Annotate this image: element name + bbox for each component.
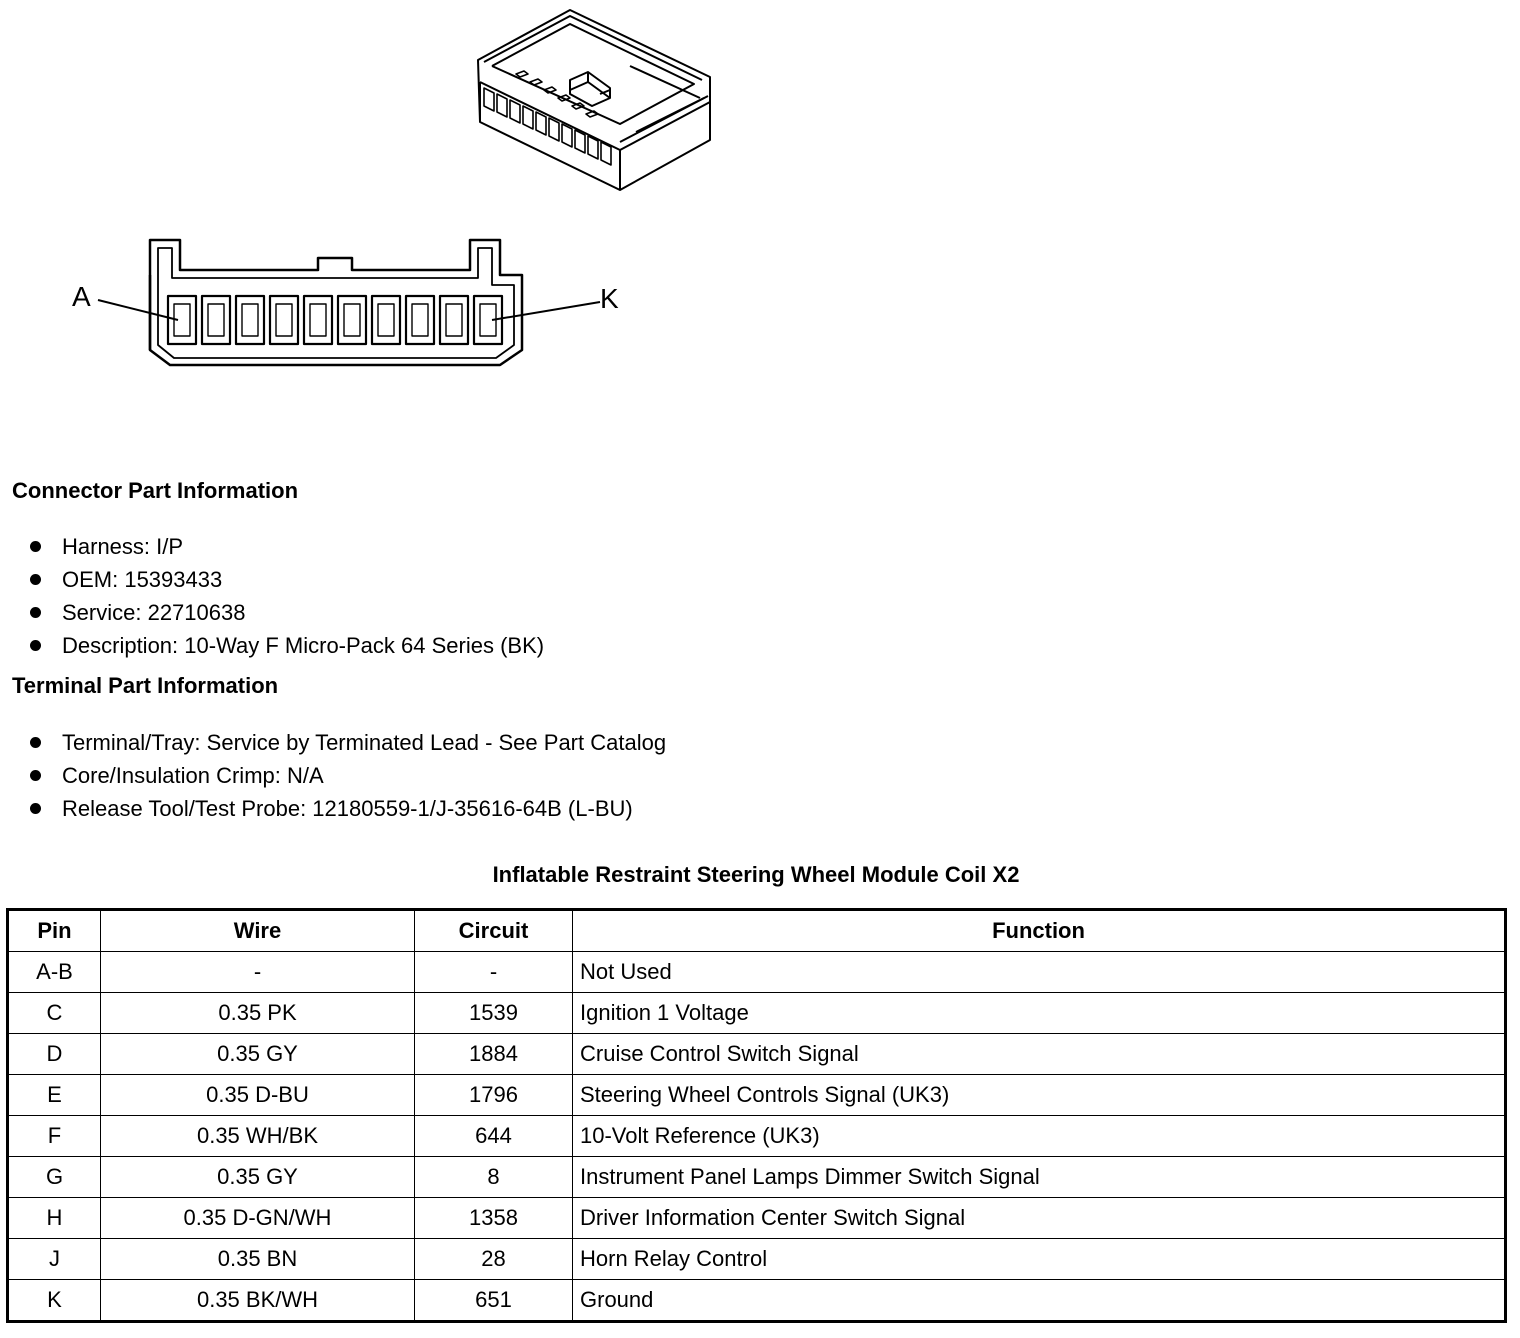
cell-wire: - bbox=[101, 952, 415, 993]
list-item: Service: 22710638 bbox=[30, 596, 544, 629]
header-function: Function bbox=[573, 910, 1506, 952]
cell-wire: 0.35 D-BU bbox=[101, 1075, 415, 1116]
cell-function: Steering Wheel Controls Signal (UK3) bbox=[573, 1075, 1506, 1116]
cell-circuit: 651 bbox=[415, 1280, 573, 1322]
table-row bbox=[8, 1116, 1506, 1157]
cell-pin: D bbox=[8, 1034, 101, 1075]
list-item: OEM: 15393433 bbox=[30, 563, 544, 596]
table-row bbox=[8, 1280, 1506, 1322]
cell-pin: E bbox=[8, 1075, 101, 1116]
table-row bbox=[8, 993, 1506, 1034]
cell-function: Cruise Control Switch Signal bbox=[573, 1034, 1506, 1075]
list-item: Terminal/Tray: Service by Terminated Lead - See Part Catalog bbox=[30, 726, 666, 759]
cell-wire: 0.35 D-GN/WH bbox=[101, 1198, 415, 1239]
cell-pin: C bbox=[8, 993, 101, 1034]
cell-circuit: - bbox=[415, 952, 573, 993]
cell-wire: 0.35 GY bbox=[101, 1157, 415, 1198]
list-item: Core/Insulation Crimp: N/A bbox=[30, 759, 666, 792]
cell-function: Not Used bbox=[573, 952, 1506, 993]
cell-wire: 0.35 GY bbox=[101, 1034, 415, 1075]
table-row bbox=[8, 1157, 1506, 1198]
cell-function: Ground bbox=[573, 1280, 1506, 1322]
cell-function: Instrument Panel Lamps Dimmer Switch Signal bbox=[573, 1157, 1506, 1198]
list-item: Harness: I/P bbox=[30, 530, 544, 563]
table-row bbox=[8, 952, 1506, 993]
cell-pin: H bbox=[8, 1198, 101, 1239]
cell-circuit: 8 bbox=[415, 1157, 573, 1198]
connector-isometric-drawing bbox=[470, 2, 720, 197]
list-item: Description: 10-Way F Micro-Pack 64 Series (BK) bbox=[30, 629, 544, 662]
list-item: Release Tool/Test Probe: 12180559-1/J-35616-64B (L-BU) bbox=[30, 792, 666, 825]
table-row bbox=[8, 1034, 1506, 1075]
cell-pin: F bbox=[8, 1116, 101, 1157]
cell-pin: J bbox=[8, 1239, 101, 1280]
header-pin: Pin bbox=[8, 910, 101, 952]
cell-pin: K bbox=[8, 1280, 101, 1322]
table-header-row bbox=[8, 910, 1506, 952]
cell-function: Ignition 1 Voltage bbox=[573, 993, 1506, 1034]
cell-circuit: 1796 bbox=[415, 1075, 573, 1116]
cell-function: 10-Volt Reference (UK3) bbox=[573, 1116, 1506, 1157]
cell-circuit: 1539 bbox=[415, 993, 573, 1034]
cell-wire: 0.35 PK bbox=[101, 993, 415, 1034]
header-circuit: Circuit bbox=[415, 910, 573, 952]
cell-circuit: 28 bbox=[415, 1239, 573, 1280]
pin-label-k: K bbox=[600, 283, 619, 314]
pin-label-a: A bbox=[72, 281, 91, 312]
table-row bbox=[8, 1075, 1506, 1116]
header-wire: Wire bbox=[101, 910, 415, 952]
cell-wire: 0.35 BN bbox=[101, 1239, 415, 1280]
cell-circuit: 644 bbox=[415, 1116, 573, 1157]
terminal-info-list bbox=[30, 726, 666, 825]
cell-wire: 0.35 WH/BK bbox=[101, 1116, 415, 1157]
cell-wire: 0.35 BK/WH bbox=[101, 1280, 415, 1322]
table-row bbox=[8, 1198, 1506, 1239]
table-row bbox=[8, 1239, 1506, 1280]
pinout-table bbox=[6, 908, 1507, 1323]
cell-circuit: 1358 bbox=[415, 1198, 573, 1239]
cell-pin: A-B bbox=[8, 952, 101, 993]
terminal-info-title: Terminal Part Information bbox=[12, 673, 279, 698]
connector-info-list bbox=[30, 530, 544, 662]
connector-face-view bbox=[60, 230, 640, 380]
cell-function: Driver Information Center Switch Signal bbox=[573, 1198, 1506, 1239]
table-title: Inflatable Restraint Steering Wheel Module Coil X2 bbox=[492, 862, 1020, 887]
cell-pin: G bbox=[8, 1157, 101, 1198]
cell-function: Horn Relay Control bbox=[573, 1239, 1506, 1280]
cell-circuit: 1884 bbox=[415, 1034, 573, 1075]
connector-info-title: Connector Part Information bbox=[12, 478, 299, 503]
